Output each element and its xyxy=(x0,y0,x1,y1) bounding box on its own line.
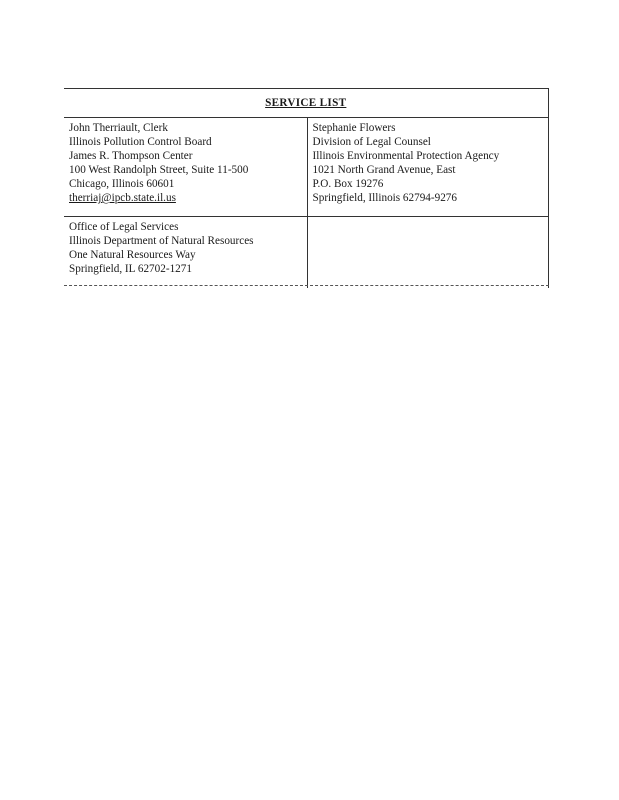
service-list-table xyxy=(64,88,549,288)
address-line: 1021 North Grand Avenue, East xyxy=(312,164,456,176)
table-row xyxy=(64,118,548,217)
address-line: 100 West Randolph Street, Suite 11-500 xyxy=(69,164,249,176)
address-line: Springfield, IL 62702-1271 xyxy=(69,263,192,275)
address-line: John Therriault, Clerk xyxy=(69,122,168,134)
address-line: Chicago, Illinois 60601 xyxy=(69,178,175,190)
address-line: Illinois Pollution Control Board xyxy=(69,136,212,148)
address-line: One Natural Resources Way xyxy=(69,249,196,261)
address-cell-epa xyxy=(307,118,548,217)
title-cell xyxy=(64,89,548,118)
empty-cell xyxy=(307,217,548,289)
address-line: Office of Legal Services xyxy=(69,221,179,233)
address-cell-natural-resources xyxy=(64,217,307,289)
address-line: Division of Legal Counsel xyxy=(312,136,431,148)
address-line: Illinois Department of Natural Resources xyxy=(69,235,254,247)
address-line: Springfield, Illinois 62794-9276 xyxy=(312,192,457,204)
title-row xyxy=(64,89,548,118)
address-line: Illinois Environmental Protection Agency xyxy=(312,150,500,162)
address-cell-pollution-control-board xyxy=(64,118,307,217)
table-row xyxy=(64,217,548,289)
email-link[interactable]: therriaj@ipcb.state.il.us xyxy=(69,192,176,204)
table-bottom-border xyxy=(64,285,549,286)
service-list-title: SERVICE LIST xyxy=(265,97,347,109)
address-line: P.O. Box 19276 xyxy=(312,178,384,190)
address-line: Stephanie Flowers xyxy=(312,122,396,134)
address-line: James R. Thompson Center xyxy=(69,150,193,162)
